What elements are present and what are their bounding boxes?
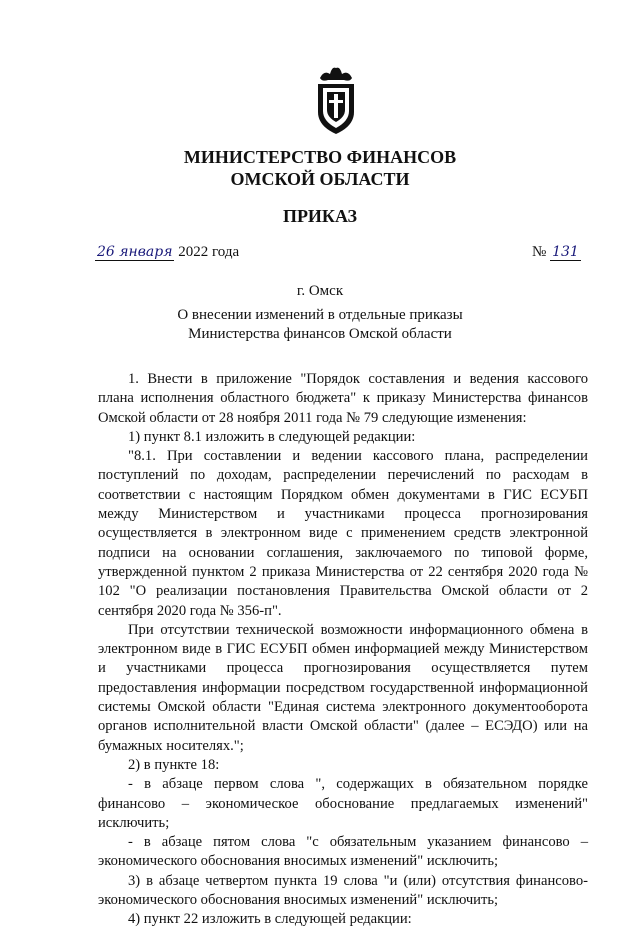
paragraph-1: 1. Внести в приложение "Порядок составления и ведения кассового плана исполнения областного бюджета" к приказу Министерства финансов Омской области от 28 ноября 2011 года № 79 следующие изменения:: [98, 371, 588, 426]
paragraph-9: 4) пункт 22 изложить в следующей редакции:: [128, 911, 412, 928]
handwritten-date: 26 января: [97, 244, 173, 260]
paragraph-3: "8.1. При составлении и ведении кассового плана, распределении поступлений по доходам, распределении перечислений по расходам в соответствии с настоящим Порядком обмен документами в ГИС ЕСУБП между Министерством и участниками процесса прогнозирования осуществляется в электронном виде с применением средств электронной подписи на основании соглашения, заключаемого по типовой форме, утвержденной пунктом 2 приказа Министерства от 22 сентября 2020 года № 102 "О реализации постановления Правительства Омской области от 2 сентября 2020 года № 356-п".: [98, 448, 588, 619]
ministry-name-line1: МИНИСТЕРСТВО ФИНАНСОВ: [183, 147, 457, 167]
handwritten-number: 131: [552, 244, 579, 260]
paragraph-4: При отсутствии технической возможности информационного обмена в электронном виде в ГИС ЕСУБП обмен информацией между Министерством и участниками процесса прогнозирования осуществляется путем предоставления информации посредством государственной информационной системы Омской области "Единая система электронного документооборота органов исполнительной власти Омской области" (далее – ЕСЭДО) или на бумажных носителях.";: [98, 621, 588, 754]
order-year: 2022 года: [178, 244, 240, 260]
paragraph-8: 3) в абзаце четвертом пункта 19 слова "и (или) отсутствия финансово-экономического обоснования вносимых изменений" исключить;: [98, 872, 588, 909]
order-subject: [0, 306, 640, 344]
order-date: [95, 244, 239, 261]
ministry-name-line2: ОМСКОЙ ОБЛАСТИ: [230, 169, 410, 189]
paragraph-5: 2) в пункте 18:: [128, 756, 220, 773]
order-title: ПРИКАЗ: [282, 206, 358, 226]
subject-line2: Министерства финансов Омской области: [188, 326, 452, 342]
city: г. Омск: [296, 283, 344, 299]
paragraph-7: - в абзаце пятом слова "с обязательным указанием финансово – экономического обоснования вносимых изменений" исключить;: [98, 834, 588, 870]
order-body: [98, 370, 588, 930]
number-label: №: [532, 244, 547, 260]
coat-of-arms-emblem: [314, 64, 358, 136]
paragraph-2: 1) пункт 8.1 изложить в следующей редакции:: [128, 428, 416, 445]
order-number: [532, 244, 581, 261]
subject-line1: О внесении изменений в отдельные приказы: [177, 307, 463, 323]
paragraph-6: - в абзаце первом слова ", содержащих в обязательном порядке финансово – экономическое обоснование предлагаемых изменений" исключить;: [98, 776, 588, 831]
